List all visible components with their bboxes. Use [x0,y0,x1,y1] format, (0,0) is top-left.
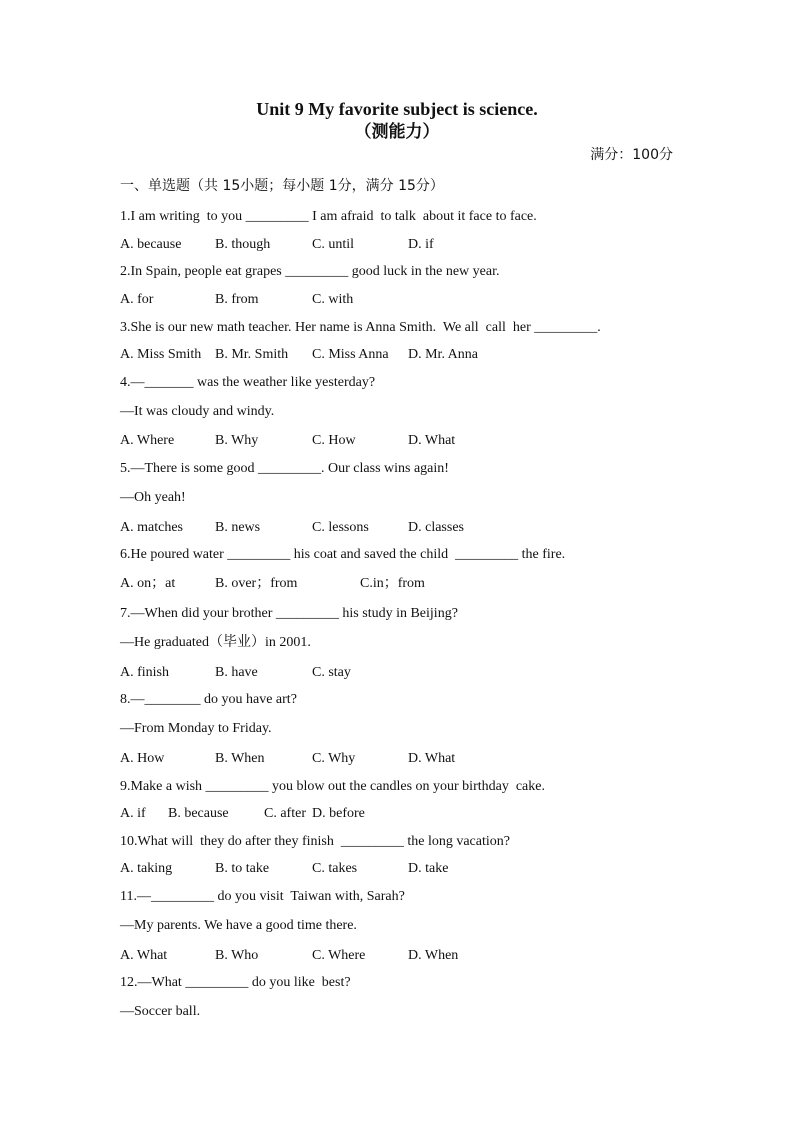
answer-option[interactable]: D. take [408,861,449,876]
question-stem: 12.—What _________ do you like best? [120,975,351,990]
answer-option[interactable]: A. taking [120,861,173,876]
answer-option[interactable]: A. for [120,292,154,307]
question-stem: 1.I am writing to you _________ I am afraid to talk about it face to face. [120,209,537,224]
answer-option[interactable]: D. When [408,948,459,963]
question-stem: 8.—________ do you have art? [120,692,297,707]
answer-option[interactable]: C. Where [312,948,366,963]
answer-option[interactable]: A. How [120,751,165,766]
answer-options [120,860,680,878]
question-reply: —He graduated（毕业）in 2001. [120,635,311,650]
answer-option[interactable]: C. Why [312,751,356,766]
answer-option[interactable]: A. because [120,237,182,252]
answer-option[interactable]: C. after [264,806,306,821]
question-stem: 7.—When did your brother _________ his study in Beijing? [120,606,458,621]
answer-option[interactable]: C. Miss Anna [312,347,389,362]
answer-option[interactable]: B. over；from [215,576,298,591]
answer-option[interactable]: A. matches [120,520,183,535]
answer-option[interactable]: D. Mr. Anna [408,347,478,362]
answer-options [120,346,680,364]
answer-option[interactable]: B. Mr. Smith [215,347,289,362]
answer-option[interactable]: C. lessons [312,520,369,535]
full-score-label: 满分：100分 [590,147,673,163]
question-reply: —My parents. We have a good time there. [120,918,357,933]
question-stem: 2.In Spain, people eat grapes _________ good luck in the new year. [120,264,500,279]
answer-option[interactable]: A. on；at [120,576,176,591]
question-stem: 4.—_______ was the weather like yesterday? [120,375,376,390]
answer-option[interactable]: D. if [408,237,434,252]
answer-option[interactable]: B. news [215,520,261,535]
answer-options [120,575,680,593]
answer-options [120,291,680,309]
answer-options [120,947,680,965]
answer-option[interactable]: D. What [408,751,456,766]
answer-option[interactable]: D. before [312,806,365,821]
section-heading: 一、单选题（共 15小题；每小题 1分，满分 15分） [120,178,444,194]
answer-options [120,432,680,450]
answer-options [120,236,680,254]
answer-option[interactable]: B. to take [215,861,270,876]
answer-option[interactable]: B. though [215,237,271,252]
answer-option[interactable]: A. Where [120,433,175,448]
answer-options [120,805,680,823]
answer-option[interactable]: B. Who [215,948,259,963]
answer-option[interactable]: B. When [215,751,265,766]
answer-option[interactable]: C. takes [312,861,358,876]
question-reply: —Oh yeah! [120,490,186,505]
answer-option[interactable]: C. with [312,292,354,307]
document-title: Unit 9 My favorite subject is science. [256,99,538,119]
question-reply: —It was cloudy and windy. [120,404,275,419]
answer-option[interactable]: A. What [120,948,168,963]
question-stem: 10.What will they do after they finish _________ the long vacation? [120,834,510,849]
answer-option[interactable]: A. Miss Smith [120,347,202,362]
answer-options [120,519,680,537]
question-reply: —From Monday to Friday. [120,721,272,736]
question-stem: 9.Make a wish _________ you blow out the candles on your birthday cake. [120,779,545,794]
question-reply: —Soccer ball. [120,1004,201,1019]
answer-option[interactable]: C. stay [312,665,351,680]
answer-option[interactable]: D. classes [408,520,464,535]
question-stem: 3.She is our new math teacher. Her name is Anna Smith. We all call her _________. [120,320,601,335]
answer-option[interactable]: C.in；from [360,576,425,591]
answer-option[interactable]: A. if [120,806,146,821]
answer-option[interactable]: D. What [408,433,456,448]
question-stem: 5.—There is some good _________. Our class wins again! [120,461,449,476]
question-stem: 6.He poured water _________ his coat and saved the child _________ the fire. [120,547,566,562]
answer-option[interactable]: C. How [312,433,356,448]
answer-option[interactable]: B. because [168,806,229,821]
answer-options [120,750,680,768]
answer-option[interactable]: B. Why [215,433,259,448]
answer-option[interactable]: C. until [312,237,355,252]
answer-options [120,664,680,682]
question-stem: 11.—_________ do you visit Taiwan with, Sarah? [120,889,405,904]
answer-option[interactable]: B. have [215,665,258,680]
answer-option[interactable]: A. finish [120,665,169,680]
document-subtitle: （测能力） [354,122,440,142]
answer-option[interactable]: B. from [215,292,259,307]
